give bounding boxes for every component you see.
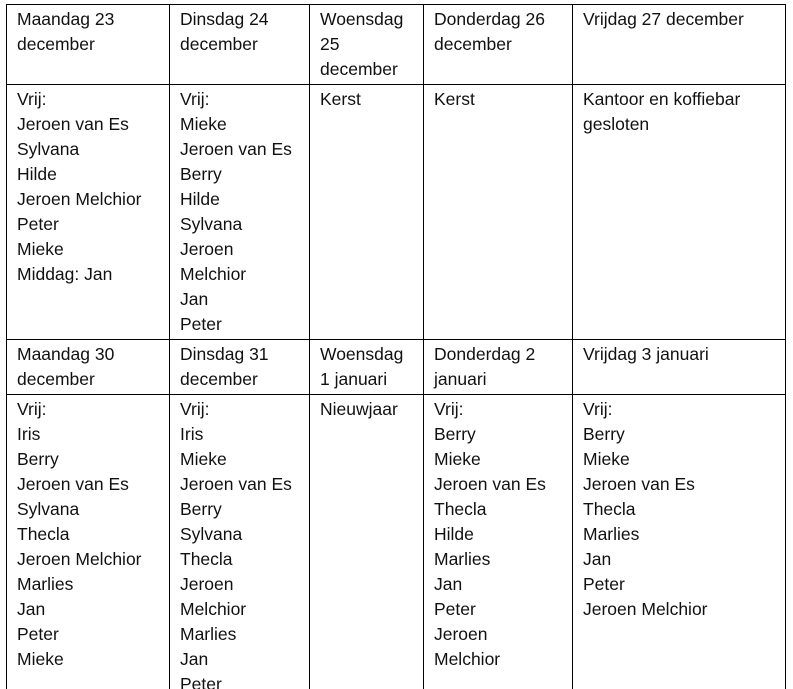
schedule-entry: Peter: [434, 599, 476, 619]
off-label: Vrij:: [17, 89, 47, 109]
schedule-entry: Berry: [180, 499, 222, 519]
day-header-text: Dinsdag 24 december: [180, 9, 269, 54]
schedule-entry: Berry: [583, 424, 625, 444]
schedule-entry: Middag: Jan: [17, 264, 113, 284]
schedule-entry: Sylvana: [17, 139, 80, 159]
schedule-entry: Berry: [434, 424, 476, 444]
day-body-cell: [310, 395, 424, 689]
schedule-entry: Kerst: [434, 89, 475, 109]
day-body-cell: [7, 395, 170, 689]
schedule-entry: Melchior: [180, 264, 247, 284]
schedule-entry: Jan: [434, 574, 463, 594]
schedule-entry: Marlies: [434, 549, 491, 569]
schedule-entry: Jeroen Melchior: [17, 189, 142, 209]
schedule-entry: Jan: [583, 549, 612, 569]
day-header-cell: [424, 5, 573, 85]
day-header-cell: [573, 5, 786, 85]
day-header-cell: [573, 340, 786, 395]
day-header-text: Maandag 23 december: [17, 9, 115, 54]
day-header-cell: [7, 340, 170, 395]
schedule-entry: Jeroen: [180, 574, 234, 594]
day-header-text: Woensdag 1 januari: [320, 344, 404, 389]
off-label: Vrij:: [180, 399, 210, 419]
schedule-entry: Berry: [180, 164, 222, 184]
schedule-entry: Mieke: [180, 449, 227, 469]
schedule-entry: Thecla: [17, 524, 70, 544]
day-header-text: Donderdag 2 januari: [434, 344, 536, 389]
schedule-entry: Hilde: [17, 164, 57, 184]
schedule-entry: Peter: [180, 674, 222, 689]
schedule-entry: Jeroen van Es: [17, 114, 129, 134]
schedule-entry: Berry: [17, 449, 59, 469]
schedule-entry: Peter: [180, 314, 222, 334]
schedule-entry: Peter: [583, 574, 625, 594]
day-body-cell: [170, 395, 310, 689]
week1-header-row: [7, 5, 786, 85]
schedule-entry: Thecla: [434, 499, 487, 519]
day-header-text: Vrijdag 3 januari: [583, 344, 709, 364]
schedule-entry: Peter: [17, 214, 59, 234]
schedule-entry: Jan: [180, 649, 209, 669]
schedule-entry: Sylvana: [180, 524, 243, 544]
day-body-cell: [310, 85, 424, 340]
schedule-entry: Mieke: [583, 449, 630, 469]
day-header-cell: [310, 340, 424, 395]
schedule-entry: Jeroen van Es: [180, 139, 292, 159]
schedule-entry: Jeroen van Es: [180, 474, 292, 494]
schedule-entry: Jeroen: [434, 624, 488, 644]
schedule-entry: Jan: [17, 599, 46, 619]
schedule-entry: Kerst: [320, 89, 361, 109]
day-body-cell: [424, 85, 573, 340]
schedule-entry: Hilde: [180, 189, 220, 209]
day-header-cell: [170, 5, 310, 85]
schedule-entry: Sylvana: [17, 499, 80, 519]
day-header-cell: [170, 340, 310, 395]
schedule-entry: Mieke: [17, 649, 64, 669]
schedule-entry: Mieke: [17, 239, 64, 259]
schedule-entry: Thecla: [180, 549, 233, 569]
schedule-entry: Marlies: [583, 524, 640, 544]
day-header-text: Vrijdag 27 december: [583, 9, 744, 29]
schedule-entry: Thecla: [583, 499, 636, 519]
day-header-text: Woensdag 25 december: [320, 9, 404, 79]
schedule-entry: Sylvana: [180, 214, 243, 234]
day-body-cell: [170, 85, 310, 340]
off-label: Vrij:: [583, 399, 613, 419]
schedule-entry: Iris: [17, 424, 41, 444]
schedule-entry: Jeroen van Es: [583, 474, 695, 494]
day-header-cell: [310, 5, 424, 85]
day-header-text: Donderdag 26 december: [434, 9, 545, 54]
schedule-entry: Jeroen Melchior: [17, 549, 142, 569]
schedule-entry: Jan: [180, 289, 209, 309]
schedule-entry: Hilde: [434, 524, 474, 544]
week2-header-row: [7, 340, 786, 395]
day-header-text: Dinsdag 31 december: [180, 344, 269, 389]
day-body-cell: [424, 395, 573, 689]
schedule-entry: Mieke: [180, 114, 227, 134]
schedule-entry: Jeroen Melchior: [583, 599, 708, 619]
holiday-schedule-table: [6, 4, 786, 689]
schedule-entry: Jeroen van Es: [434, 474, 546, 494]
off-label: Vrij:: [17, 399, 47, 419]
schedule-entry: Iris: [180, 424, 204, 444]
schedule-entry: Nieuwjaar: [320, 399, 398, 419]
week1-body-row: [7, 85, 786, 340]
schedule-entry: Marlies: [17, 574, 74, 594]
schedule-entry: Kantoor en koffiebar gesloten: [583, 89, 741, 134]
day-header-cell: [424, 340, 573, 395]
schedule-entry: Jeroen: [180, 239, 234, 259]
schedule-entry: Melchior: [180, 599, 247, 619]
schedule-entry: Peter: [17, 624, 59, 644]
schedule-entry: Marlies: [180, 624, 237, 644]
schedule-entry: Mieke: [434, 449, 481, 469]
day-body-cell: [573, 395, 786, 689]
week2-body-row: [7, 395, 786, 689]
schedule-entry: Jeroen van Es: [17, 474, 129, 494]
day-header-cell: [7, 5, 170, 85]
off-label: Vrij:: [180, 89, 210, 109]
off-label: Vrij:: [434, 399, 464, 419]
day-body-cell: [573, 85, 786, 340]
schedule-entry: Melchior: [434, 649, 501, 669]
day-header-text: Maandag 30 december: [17, 344, 115, 389]
day-body-cell: [7, 85, 170, 340]
